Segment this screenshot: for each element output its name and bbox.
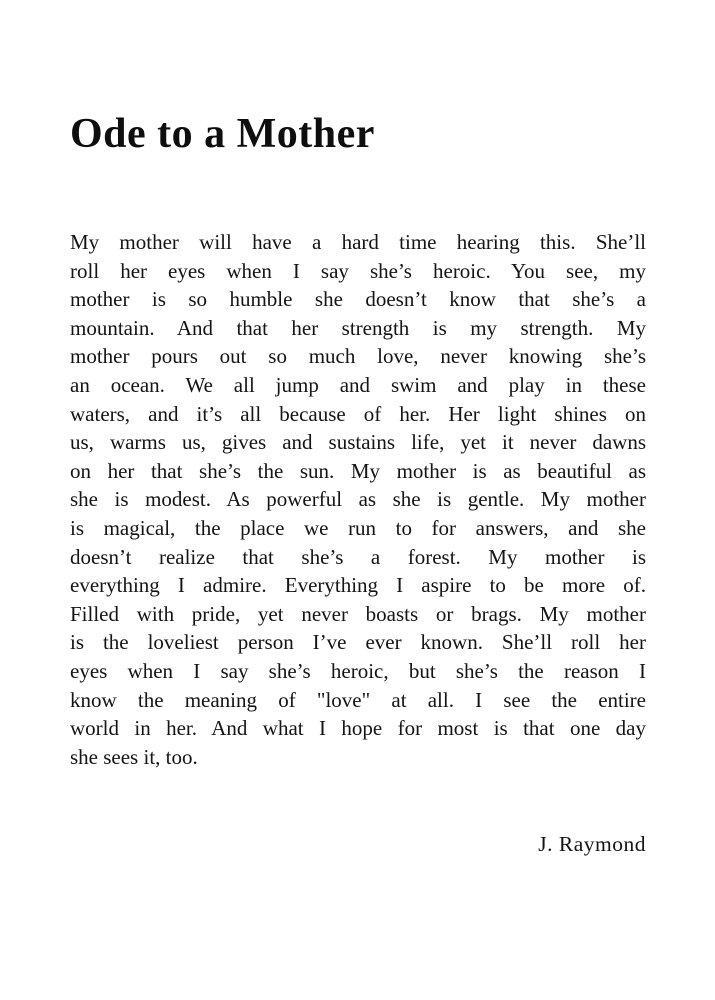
author-signature: J. Raymond <box>538 832 646 856</box>
poem-line: eyes when I say she’s heroic, but she’s the reason I <box>70 658 646 683</box>
poem-line: she sees it, too. <box>70 744 198 769</box>
poem-line: us, warms us, gives and sustains life, yet it never dawns <box>70 430 646 455</box>
poem-line: My mother will have a hard time hearing this. She’ll <box>70 230 646 254</box>
poem-line: world in her. And what I hope for most is that one day <box>70 716 646 741</box>
poem-line: is magical, the place we run to for answers, and she <box>70 515 646 540</box>
poem-line: mountain. And that her strength is my strength. My <box>70 315 646 340</box>
poem-line: she is modest. As powerful as she is gentle. My mother <box>70 487 646 512</box>
poem-body <box>70 228 646 771</box>
poem-line: waters, and it’s all because of her. Her light shines on <box>70 401 646 426</box>
poem-line: Filled with pride, yet never boasts or brags. My mother <box>70 601 646 626</box>
poem-line: mother is so humble she doesn’t know that she’s a <box>70 287 646 312</box>
poem-line: on her that she’s the sun. My mother is as beautiful as <box>70 458 646 483</box>
poem-line: roll her eyes when I say she’s heroic. You see, my <box>70 258 646 283</box>
poem-line: an ocean. We all jump and swim and play in these <box>70 372 646 397</box>
poem-line: doesn’t realize that she’s a forest. My mother is <box>70 544 646 569</box>
poem-line: mother pours out so much love, never knowing she’s <box>70 344 646 369</box>
poem-line: know the meaning of "love" at all. I see the entire <box>70 687 646 712</box>
poem-line: is the loveliest person I’ve ever known. She’ll roll her <box>70 630 646 655</box>
poem-line: everything I admire. Everything I aspire to be more of. <box>70 573 646 598</box>
page-title: Ode to a Mother <box>70 111 375 157</box>
